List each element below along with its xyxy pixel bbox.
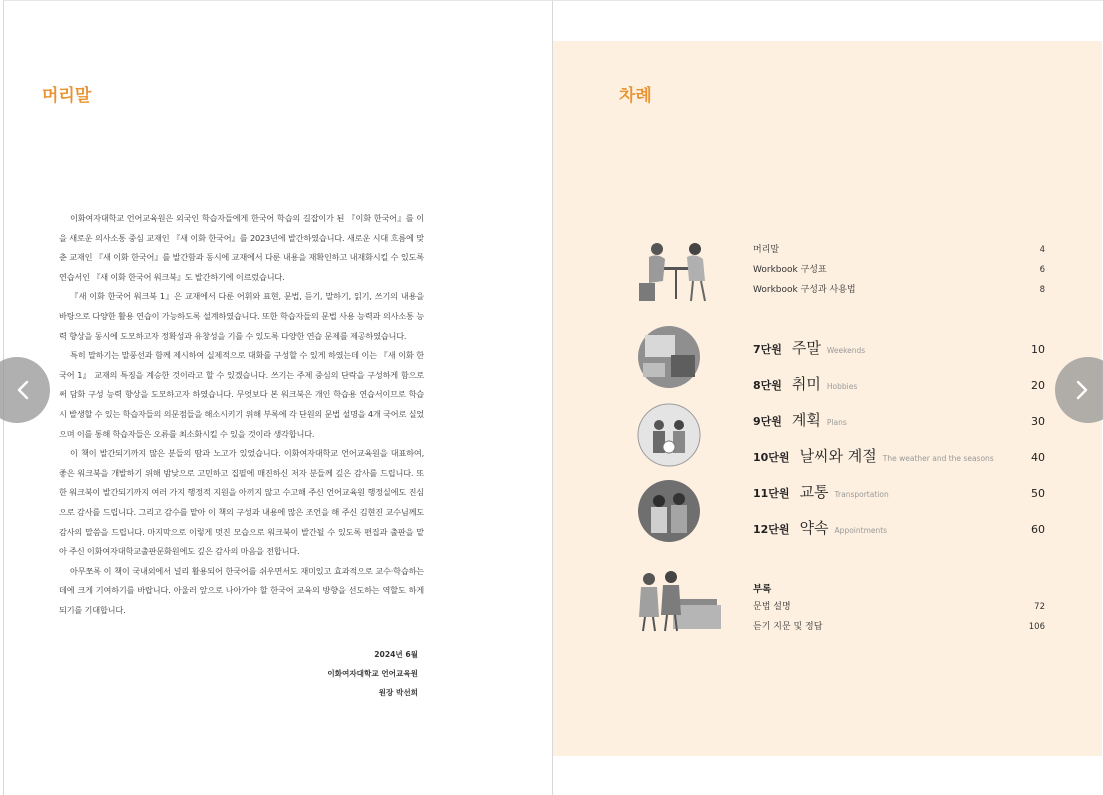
toc-unit[interactable]: [753, 337, 1045, 358]
unit-page: 30: [1031, 415, 1045, 428]
toc-item-page: 6: [1039, 265, 1045, 275]
toc-unit[interactable]: [753, 481, 1045, 502]
appendix-heading: 부록: [753, 584, 772, 595]
cafe-illustration: [633, 239, 711, 303]
toc-item-page: 8: [1039, 285, 1045, 295]
unit-page: 50: [1031, 487, 1045, 500]
preface-paragraph: 『새 이화 한국어 워크북 1』은 교재에서 다룬 어휘와 표현, 문법, 듣기, 말하기, 읽기, 쓰기의 내용을 바탕으로 다양한 활용 연습이 가능하도록 설계하였습니다. 또한 학습자들의 문법 사용 능력과 의사소통 능력 향상을 동시에 도모하고자 정확성과 유창성을 기를 수 있도록 다양한 연습 문제를 제공하였습니다.: [59, 291, 424, 341]
unit-title-ko: 계획: [791, 411, 821, 429]
contents-heading: 차례: [619, 86, 652, 106]
toc-unit[interactable]: [753, 517, 1045, 538]
unit-number: 12단원: [753, 523, 790, 536]
toc-item[interactable]: [753, 619, 1045, 639]
toc-item-title: 문법 설명: [753, 602, 791, 612]
preface-paragraph: 이화여자대학교 언어교육원은 외국인 학습자들에게 한국어 학습의 길잡이가 된 『이화 한국어』를 이을 새로운 의사소통 중심 교재인 『새 이화 한국어』를 2023년에 발간하였습니다. 새로운 시대 흐름에 맞춘 교재인 『새 이화 한국어』를 발간함과 동시에 교재에서 다룬 내용을 재확인하고 내재화시킬 수 있도록 연습서인 『새 이화 한국어 워크북』도 발간하기에 이르렀습니다.: [59, 213, 424, 282]
unit-photo-plans: [637, 403, 701, 467]
unit-title-ko: 날씨와 계절: [799, 447, 877, 465]
unit-title-en: Weekends: [826, 346, 866, 355]
unit-title-en: Hobbies: [826, 382, 858, 391]
toc-item-page: 72: [1034, 602, 1045, 612]
unit-number: 9단원: [753, 415, 782, 428]
preface-org: 이화여자대학교 언어교육원: [327, 669, 418, 678]
unit-title-ko: 교통: [799, 483, 829, 501]
toc-item-page: 4: [1039, 245, 1045, 255]
unit-number: 7단원: [753, 343, 782, 356]
chevron-left-icon: [13, 379, 35, 401]
toc-unit[interactable]: [753, 373, 1045, 394]
unit-number: 8단원: [753, 379, 782, 392]
toc-item-title: 듣기 지문 및 정답: [753, 622, 823, 632]
travel-illustration: [633, 569, 725, 635]
toc-unit[interactable]: [753, 409, 1045, 430]
preface-body: [59, 209, 424, 620]
unit-title-ko: 취미: [791, 375, 821, 393]
chevron-right-icon: [1070, 379, 1092, 401]
preface-paragraph: 아무쪼록 이 책이 국내외에서 널리 활용되어 한국어를 쉬우면서도 재미있고 효과적으로 교수·학습하는 데에 크게 기여하기를 바랍니다. 아울러 앞으로 나아가야 할 한국어 교육의 방향을 선도하는 역할도 하게 되기를 기대합니다.: [59, 565, 424, 615]
preface-heading: 머리말: [42, 86, 92, 106]
toc-item-title: Workbook 구성표: [753, 265, 827, 275]
unit-photo-transportation: [637, 479, 701, 543]
toc-item[interactable]: [753, 262, 1045, 282]
contents-panel: [553, 41, 1102, 756]
toc-item-title: Workbook 구성과 사용법: [753, 285, 856, 295]
unit-page: 10: [1031, 343, 1045, 356]
unit-page: 40: [1031, 451, 1045, 464]
toc-item[interactable]: [753, 242, 1045, 262]
preface-page: [3, 0, 552, 795]
unit-title-en: Appointments: [834, 526, 888, 535]
unit-page: 20: [1031, 379, 1045, 392]
unit-number: 11단원: [753, 487, 790, 500]
preface-signature: [327, 645, 418, 702]
unit-title-ko: 주말: [791, 339, 821, 357]
contents-page: [552, 0, 1103, 795]
toc-item-title: 머리말: [753, 245, 780, 255]
toc-item[interactable]: [753, 599, 1045, 619]
preface-paragraph: 특히 말하기는 말풍선과 함께 제시하여 실제적으로 대화를 구성할 수 있게 하였는데 이는 『새 이화 한국어 1』 교재의 특징을 계승한 것이라고 할 수 있겠습니다. 쓰기는 주제 중심의 단락을 구성하게 함으로써 담화 구성 능력 향상을 도모하고자 하였습니다. 무엇보다 본 워크북은 개인 학습용 연습서이므로 학습 시 발생할 수 있는 학습자들의 의문점들을 해소시키기 위해 부록에 각 단원의 문법 설명을 4개 국어로 실었으며 이를 통해 학습자들은 오류를 최소화시킬 수 있을 것이라 생각합니다.: [59, 350, 424, 439]
unit-title-en: Plans: [826, 418, 847, 427]
unit-title-en: The weather and the seasons: [882, 454, 994, 463]
unit-page: 60: [1031, 523, 1045, 536]
toc-item[interactable]: [753, 282, 1045, 302]
preface-signer: 원장 박선희: [378, 688, 418, 697]
toc-item-page: 106: [1028, 622, 1045, 632]
toc-unit[interactable]: [753, 445, 1045, 466]
unit-title-ko: 약속: [799, 519, 829, 537]
unit-number: 10단원: [753, 451, 790, 464]
preface-paragraph: 이 책이 발간되기까지 많은 분들의 땀과 노고가 있었습니다. 이화여자대학교 언어교육원을 대표하여, 좋은 워크북을 개발하기 위해 밤낮으로 고민하고 집필에 매진하신 저자 분들께 깊은 감사를 드립니다. 또한 워크북이 발간되기까지 여러 가지 행정적 지원을 아끼지 않고 수고해 주신 언어교육원 행정실에도 진심으로 감사를 드립니다. 그리고 감수를 맡아 이 책의 구성과 내용에 많은 조언을 해 주신 김현진 교수님께도 감사의 말씀을 드립니다. 마지막으로 이렇게 멋진 모습으로 워크북이 발간될 수 있도록 편집과 출판을 맡아 주신 이화여자대학교출판문화원에도 깊은 감사의 마음을 전합니다.: [59, 448, 424, 557]
unit-photo-weekends: [637, 325, 701, 389]
unit-title-en: Transportation: [834, 490, 889, 499]
preface-date: 2024년 6월: [374, 650, 418, 659]
